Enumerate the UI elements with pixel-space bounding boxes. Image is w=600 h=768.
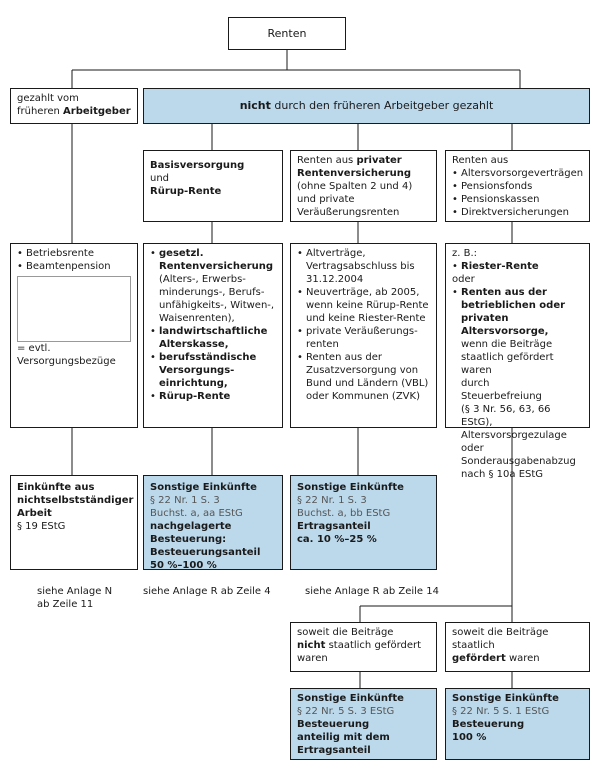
col2-i1-l3: (Alters-, Erwerbs- bbox=[159, 274, 246, 285]
result4-title: Sonstige Einkünfte bbox=[297, 693, 404, 704]
employer-line2-bold: Arbeitgeber bbox=[63, 106, 131, 117]
list-item: • Pensionsfonds bbox=[452, 180, 583, 193]
list-item bbox=[452, 286, 583, 481]
col2-i1-b2: Rentenversicherung bbox=[159, 261, 274, 272]
list-item bbox=[150, 390, 276, 403]
col3-i4-l2: Zusatzversorgung von bbox=[306, 365, 419, 376]
result2-ref1: § 22 Nr. 1 S. 3 bbox=[150, 495, 220, 506]
result2-b1: nachgelagerte bbox=[150, 521, 232, 532]
result3-title: Sonstige Einkünfte bbox=[297, 482, 404, 493]
result5-b1: Besteuerung bbox=[452, 719, 525, 730]
cond-not-l2-rest: staatlich gefördert bbox=[328, 640, 422, 651]
not-employer-box bbox=[143, 88, 590, 124]
result2-b2: Besteuerung: bbox=[150, 534, 227, 545]
note-anlage-n bbox=[37, 585, 112, 611]
result1-b1: Einkünfte aus bbox=[17, 482, 95, 493]
col4-header-title: Renten aus bbox=[452, 155, 509, 166]
result3-b2: ca. 10 %–25 % bbox=[297, 534, 377, 545]
col3-detail-box bbox=[290, 243, 437, 428]
col4-i2-r6: Altersvorsorgezulage oder bbox=[461, 430, 567, 454]
col4-oder: oder bbox=[452, 274, 475, 285]
cond-not-l2 bbox=[297, 639, 430, 652]
cond-not-l3: waren bbox=[297, 653, 328, 664]
result2-ref2: Buchst. a, aa EStG bbox=[150, 508, 243, 519]
result1-box bbox=[10, 475, 138, 570]
col2-detail-list bbox=[150, 247, 276, 403]
col3-i4-l1: • Renten aus der bbox=[306, 352, 383, 363]
col1-inner-frame bbox=[17, 276, 131, 342]
col4-i2-b2: betrieblichen oder bbox=[461, 300, 566, 311]
root-renten-box bbox=[228, 17, 346, 50]
col3-header-l4: und private bbox=[297, 194, 355, 205]
col3-i2-l2: wenn keine Rürup-Rente bbox=[306, 300, 429, 311]
col3-header-box bbox=[290, 150, 437, 222]
root-label: Renten bbox=[267, 27, 307, 40]
list-item: • Altersvorsorgeverträgen bbox=[452, 167, 583, 180]
col3-header-l1 bbox=[297, 154, 430, 167]
col3-header-pre: Renten aus bbox=[297, 155, 354, 166]
col1-note1: = evtl. bbox=[17, 343, 51, 354]
col3-header-l5: Veräußerungsrenten bbox=[297, 207, 400, 218]
col2-i1-l4: minderungs-, Berufs- bbox=[159, 287, 265, 298]
note-n1a: siehe Anlage N bbox=[37, 586, 113, 597]
list-item bbox=[297, 247, 430, 286]
note-anlage-r-14: siehe Anlage R ab Zeile 14 bbox=[305, 586, 439, 597]
col2-detail-box bbox=[143, 243, 283, 428]
result1-ref: § 19 EStG bbox=[17, 521, 66, 532]
col2-i3-b2: Versorgungs- bbox=[159, 365, 235, 376]
result1-b2: nichtselbstständiger bbox=[17, 495, 134, 506]
col3-i1-l3: 31.12.2004 bbox=[306, 274, 364, 285]
result5-title: Sonstige Einkünfte bbox=[452, 693, 559, 704]
col4-i2-r4: Steuerbefreiung bbox=[461, 391, 542, 402]
col4-i2-r5: (§ 3 Nr. 56, 63, 66 EStG), bbox=[461, 404, 551, 428]
col2-header-l3: Rürup-Rente bbox=[150, 186, 222, 197]
col3-i2-l3: und keine Riester-Rente bbox=[306, 313, 426, 324]
col4-detail-box bbox=[445, 243, 590, 480]
note-anlage-r-4: siehe Anlage R ab Zeile 4 bbox=[143, 586, 271, 597]
list-item bbox=[297, 351, 430, 403]
col4-header-list bbox=[452, 167, 583, 219]
col4-i2-r7: Sonderausgabenabzug bbox=[461, 456, 576, 467]
note-n1b: ab Zeile 11 bbox=[37, 599, 94, 610]
col4-i2-r3: durch bbox=[461, 378, 490, 389]
employer-line2 bbox=[17, 105, 131, 118]
col4-detail-list-2 bbox=[452, 286, 583, 481]
list-item bbox=[452, 260, 583, 273]
col2-i1-l6: Waisenrenten), bbox=[159, 313, 235, 324]
result3-b1: Ertragsanteil bbox=[297, 521, 371, 532]
list-item bbox=[150, 247, 276, 325]
cond-not-l1: soweit die Beiträge bbox=[297, 627, 394, 638]
col3-i3-l2: renten bbox=[306, 339, 339, 350]
col4-i2-r1: wenn die Beiträge bbox=[461, 339, 553, 350]
result5-box bbox=[445, 688, 590, 760]
col3-i1-l1: • Altverträge, bbox=[306, 248, 366, 259]
cond-yes-l2-rest: waren bbox=[508, 653, 540, 664]
result4-b1: Besteuerung bbox=[297, 719, 370, 730]
col2-i2-b2: Alterskasse, bbox=[159, 339, 229, 350]
col3-header-l2: Rentenversicherung bbox=[297, 168, 412, 179]
list-item: • Pensionskassen bbox=[452, 193, 583, 206]
list-item: • Beamtenpension bbox=[17, 260, 131, 273]
col2-header-box bbox=[143, 150, 283, 222]
result5-ref: § 22 Nr. 5 S. 1 EStG bbox=[452, 706, 550, 717]
col3-i2-l1: • Neuverträge, ab 2005, bbox=[306, 287, 420, 298]
col1-note2: Versorgungsbezüge bbox=[17, 356, 116, 367]
result3-ref1: § 22 Nr. 1 S. 3 bbox=[297, 495, 367, 506]
employer-line1: gezahlt vom bbox=[17, 93, 79, 104]
list-item bbox=[297, 286, 430, 325]
col2-header-l2: und bbox=[150, 173, 170, 184]
col1-detail-box bbox=[10, 243, 138, 428]
list-item: • Betriebsrente bbox=[17, 247, 131, 260]
cond-yes-l2 bbox=[452, 652, 583, 665]
col2-i4-b: • Rürup-Rente bbox=[159, 391, 231, 402]
employer-paid-box bbox=[10, 88, 138, 124]
result4-b2: anteilig mit dem bbox=[297, 732, 390, 743]
col4-i1: Riester-Rente bbox=[461, 261, 539, 272]
col2-i1-b1: • gesetzl. bbox=[159, 248, 204, 259]
result3-ref2: Buchst. a, bb EStG bbox=[297, 508, 391, 519]
result2-b4: 50 %–100 % bbox=[150, 560, 217, 571]
col3-i4-l3: Bund und Ländern (VBL) bbox=[306, 378, 429, 389]
result2-b3: Besteuerungsanteil bbox=[150, 547, 261, 558]
result4-box bbox=[290, 688, 437, 760]
result5-b2: 100 % bbox=[452, 732, 487, 743]
col3-header-l3: (ohne Spalten 2 und 4) bbox=[297, 181, 413, 192]
result4-ref: § 22 Nr. 5 S. 3 EStG bbox=[297, 706, 395, 717]
list-item bbox=[150, 351, 276, 390]
col3-i3-l1: • private Veräußerungs- bbox=[306, 326, 418, 337]
not-employer-rest: durch den früheren Arbeitgeber gezahlt bbox=[274, 99, 494, 112]
col3-i4-l4: oder Kommunen (ZVK) bbox=[306, 391, 420, 402]
col4-detail-list bbox=[452, 260, 583, 273]
cond-yes-l2-bold: gefördert bbox=[452, 653, 506, 664]
col4-header-box bbox=[445, 150, 590, 222]
employer-line2-pre: früheren bbox=[17, 106, 60, 117]
cond-yes-l1: soweit die Beiträge staatlich bbox=[452, 627, 549, 651]
cond-funded-box bbox=[445, 622, 590, 672]
col4-intro: z. B.: bbox=[452, 248, 478, 259]
col4-i2-b3: privaten Altersvorsorge, bbox=[461, 313, 549, 337]
col3-i1-l2: Vertragsabschluss bis bbox=[306, 261, 415, 272]
result1-b3: Arbeit bbox=[17, 508, 52, 519]
result4-b3: Ertragsanteil bbox=[297, 745, 371, 756]
not-employer-bold: nicht bbox=[239, 99, 271, 112]
list-item bbox=[297, 325, 430, 351]
col3-header-bold1: privater bbox=[356, 155, 402, 166]
col2-header-l1: Basisversorgung bbox=[150, 160, 245, 171]
col4-i2-b1: • Renten aus der bbox=[461, 287, 547, 298]
col4-i2-r2: staatlich gefördert waren bbox=[461, 352, 554, 376]
result2-box bbox=[143, 475, 283, 570]
cond-not-l2-bold: nicht bbox=[297, 640, 326, 651]
col2-i2-b1: • landwirtschaftliche bbox=[159, 326, 268, 337]
col3-detail-list bbox=[297, 247, 430, 403]
col1-detail-list bbox=[17, 247, 131, 273]
col2-i3-b1: • berufsständische bbox=[159, 352, 257, 363]
result3-box bbox=[290, 475, 437, 570]
col4-i2-r8: nach § 10a EStG bbox=[461, 469, 544, 480]
result2-title: Sonstige Einkünfte bbox=[150, 482, 257, 493]
list-item: • Direktversicherungen bbox=[452, 206, 583, 219]
col2-i3-b3: einrichtung, bbox=[159, 378, 228, 389]
cond-not-funded-box bbox=[290, 622, 437, 672]
col2-i1-l5: unfähigkeits-, Witwen-, bbox=[159, 300, 275, 311]
list-item bbox=[150, 325, 276, 351]
